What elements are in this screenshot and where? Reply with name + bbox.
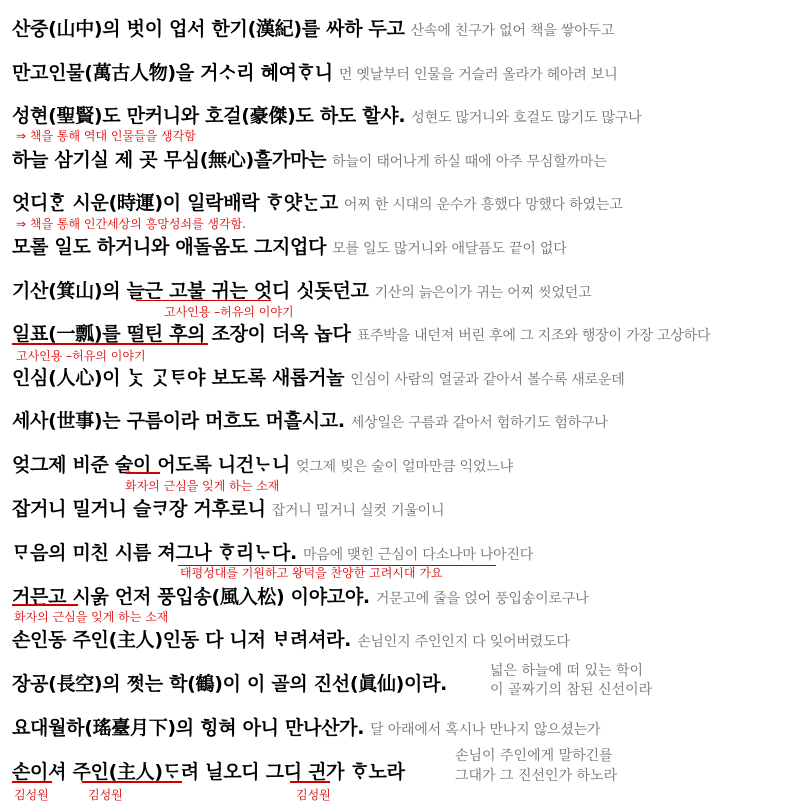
original-text: 만고인물(萬古人物)을 거ᄉᆞ리 혜여ᄒᆞ니 — [12, 62, 333, 84]
underline — [126, 472, 160, 474]
underline — [82, 781, 182, 783]
translation-text: 산속에 친구가 없어 책을 쌓아두고 — [410, 23, 615, 39]
poem-line-1 — [12, 14, 614, 41]
translation-text: 거문고에 줄을 얹어 풍입송이로구나 — [375, 591, 589, 607]
poem-line-9 — [12, 363, 625, 390]
poem-line-7 — [12, 276, 591, 303]
poem-line-4 — [12, 145, 607, 172]
poem-line-6 — [12, 232, 567, 259]
translation-text: 먼 옛날부터 인물을 거슬러 올라가 헤아려 보니 — [338, 67, 618, 83]
original-text: 인심(人心)이 ᄂᆞᆺ ᄀᆞᆺᄐᆞ야 보도록 새롭거놀 — [12, 367, 345, 389]
underline — [12, 604, 78, 606]
translation-text: 이 골짜기의 참된 신선이라 — [490, 682, 653, 698]
annotation-note: ⇒ 책을 통해 인간세상의 흥망성쇠를 생각함. — [16, 217, 247, 231]
original-text: 산중(山中)의 벗이 업서 한기(漢紀)를 싸하 두고 — [12, 18, 405, 40]
translation-text: 손님인지 주인인지 다 잊어버렸도다 — [357, 634, 570, 650]
original-text: 모롤 일도 하거니와 애돌옴도 그지업다 — [12, 236, 327, 258]
original-text: 하늘 삼기실 제 곳 무심(無心)흘가마는 — [12, 149, 327, 171]
annotation-note: 김성원 — [14, 788, 49, 802]
original-text: 엊그제 비준 술이 어도록 니건ᄂᆞ니 — [12, 454, 291, 476]
translation-text: 달 아래에서 혹시나 만나지 않으셨는가 — [370, 722, 601, 738]
poem-line-2 — [12, 58, 618, 85]
translation-text: 모를 일도 많거니와 애달픔도 끝이 없다 — [332, 241, 567, 257]
translation-text: 마음에 맺힌 근심이 다소나마 나아진다 — [302, 547, 534, 563]
underline — [12, 343, 208, 345]
original-text: 성현(聖賢)도 만커니와 호걸(豪傑)도 하도 할샤. — [12, 105, 406, 127]
poem-line-17 — [12, 713, 600, 740]
poem-line-18 — [12, 757, 405, 784]
underline — [290, 781, 330, 783]
translation-text: 기산의 늙은이가 귀는 어찌 씻었던고 — [374, 285, 592, 301]
poem-line-5 — [12, 188, 623, 215]
original-text: 엇디ᄒᆞᆫ 시운(時運)이 일락배락 ᄒᆞ얏ᄂᆞᆫ고 — [12, 192, 338, 214]
poem-line-10 — [12, 406, 608, 433]
poem-line-12 — [12, 494, 444, 521]
translation-text: 인심이 사람의 얼굴과 같아서 볼수록 새로운데 — [350, 372, 625, 388]
poem-line-16 — [12, 669, 447, 696]
translation-text: 손님이 주인에게 말하긴를 — [455, 748, 613, 764]
annotation-note: ⇒ 책을 통해 역대 인물들을 생각함 — [16, 129, 196, 143]
poem-line-8 — [12, 319, 710, 346]
underline — [12, 781, 52, 783]
original-text: 세사(世事)는 구름이라 머흐도 머흘시고. — [12, 410, 345, 432]
translation-text: 엊그제 빚은 술이 얼마만큼 익었느냐 — [296, 459, 513, 475]
original-text: 잡거니 밀거니 슬ᄏᆞ장 거후로니 — [12, 498, 266, 520]
translation-text: 잡거니 밀거니 실컷 기울이니 — [271, 503, 445, 519]
translation-text: 세상일은 구름과 같아서 험하기도 험하구나 — [350, 415, 608, 431]
original-text: 기산(箕山)의 늘근 고불 귀는 엇디 싯돗던고 — [12, 280, 369, 302]
poem-line-3 — [12, 101, 641, 128]
poem-line-11 — [12, 450, 513, 477]
original-text: 일표(一瓢)를 떨틴 후의 조장이 더옥 놉다 — [12, 323, 351, 345]
annotation-note: 김성원 — [88, 788, 123, 802]
translation-text: 어찌 한 시대의 운수가 흥했다 망했다 하였는고 — [343, 197, 623, 213]
original-text: 손인동 주인(主人)인동 다 니저 ᄇᆞ려셔라. — [12, 629, 352, 651]
original-text: 거믄고 시욹 언저 풍입송(風入松) 이야고야. — [12, 586, 370, 608]
annotation-note: 화자의 근심을 잊게 하는 소재 — [14, 610, 169, 624]
annotation-note: 화자의 근심을 잊게 하는 소재 — [125, 479, 280, 493]
annotation-note: 김성원 — [296, 788, 331, 802]
original-text: ᄆᆞ음의 미친 시름 져그나 ᄒᆞ리ᄂᆞ다. — [12, 542, 297, 564]
annotation-note: 태평성대를 기원하고 왕덕을 찬양한 고려시대 가요 — [180, 566, 443, 580]
translation-text: 하늘이 태어나게 하실 때에 아주 무심할까마는 — [332, 154, 607, 170]
poem-line-15 — [12, 625, 570, 652]
translation-text: 성현도 많거니와 호걸도 많기도 많구나 — [411, 110, 642, 126]
translation-text: 그대가 그 진선인가 하노라 — [455, 768, 618, 784]
annotation-note: 고사인용 –허유의 이야기 — [16, 349, 146, 363]
translation-text: 넓은 하늘에 떠 있는 학이 — [490, 663, 644, 679]
original-text: 요대월하(瑤臺月下)의 힝혀 아니 만나산가. — [12, 717, 365, 739]
original-text: 장공(長空)의 쩟는 학(鶴)이 이 골의 진선(眞仙)이라. — [12, 673, 448, 695]
annotation-note: 고사인용 –허유의 이야기 — [164, 305, 294, 319]
poem-line-14 — [12, 582, 588, 609]
underline — [136, 300, 271, 301]
translation-text: 표주박을 내던져 버린 후에 그 지조와 행장이 가장 고상하다 — [356, 328, 711, 344]
poem-line-13 — [12, 538, 533, 565]
original-text: 손이셔 주인(主人)ᄃᆞ려 닐오디 그디 긘가 ᄒᆞ노라 — [12, 761, 405, 783]
